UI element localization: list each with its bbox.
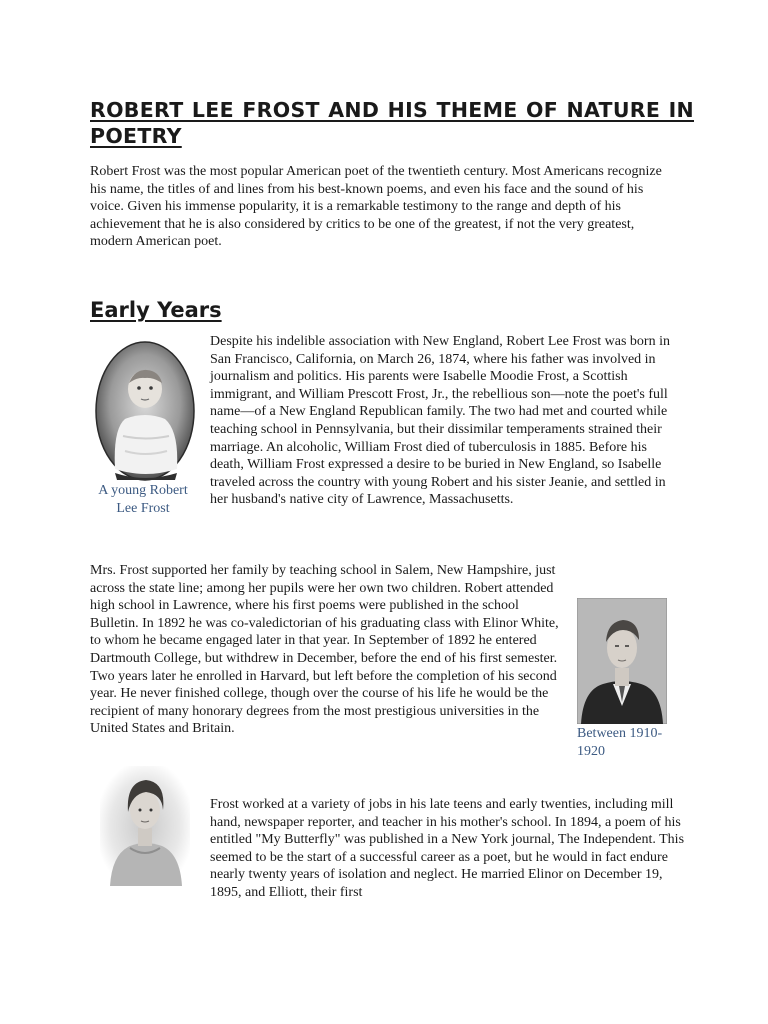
paragraph-birth: Despite his indelible association with New England, Robert Lee Frost was born in San Francisco, California, on March 26, 1874, where his father was involved in journalism and politics. His parents were Isabelle Moodie Frost, a Scottish immigrant, and William Prescott Frost, Jr., the rebellious son—note the poet's full name—of a New England Republican family. The two had met and courted while teaching school in Pennsylvania, but their dissimilar temperaments strained their marriage. An alcoholic, William Frost died of tuberculosis in 1885. Before his death, William Frost expressed a desire to be buried in New England, so Isabelle traveled across the country with young Robert and his sister Jeanie, and settled in her husband's native city of Lawrence, Massachusetts. [210, 334, 670, 508]
paragraph-education: Mrs. Frost supported her family by teaching school in Salem, New Hampshire, just across the state line; among her pupils were her own two children. Robert attended high school in Lawrence, where his first poems were published in the school Bulletin. In 1892 he was co-valedictorian of his graduating class with Elinor White, to whom he became engaged later in that year. In September of 1892 he entered Dartmouth College, but withdrew in December, before the end of his first semester. Two years later he enrolled in Harvard, but left before the completion of his second year. He never finished college, though over the course of his life he would be the recipient of many honorary degrees from the most prestigious universities in the United States and Britain. [90, 563, 559, 737]
section-heading-early-years: Early Years [90, 298, 222, 322]
intro-paragraph: Robert Frost was the most popular American poet of the twentieth century. Most Americans recognize his name, the titles of and lines from his best-known poems, and even his face and the sound of his voice. Given his immense popularity, it is a remarkable testimony to the range and depth of his achievement that he is also considered by critics to be one of the greatest, if not the very greatest, modern American poet. [90, 164, 662, 250]
frost-portrait-photo [577, 598, 667, 724]
photo-caption-young-frost: A young Robert Lee Frost [98, 483, 188, 516]
young-frost-photo [95, 341, 195, 481]
elinor-portrait-photo [100, 766, 190, 886]
paragraph-early-career: Frost worked at a variety of jobs in his late teens and early twenties, including mill hand, newspaper reporter, and teacher in his mother's school. In 1894, a poem of his entitled "My Butterfly" was published in a New York journal, The Independent. This seemed to be the start of a successful career as a poet, but he would in fact endure nearly twenty years of isolation and neglect. He married Elinor on December 19, 1895, and Elliott, their first [210, 797, 685, 900]
photo-caption-between-years: Between 1910-1920 [577, 726, 663, 759]
document-title: ROBERT LEE FROST AND HIS THEME OF NATURE IN POETRY [90, 98, 694, 148]
